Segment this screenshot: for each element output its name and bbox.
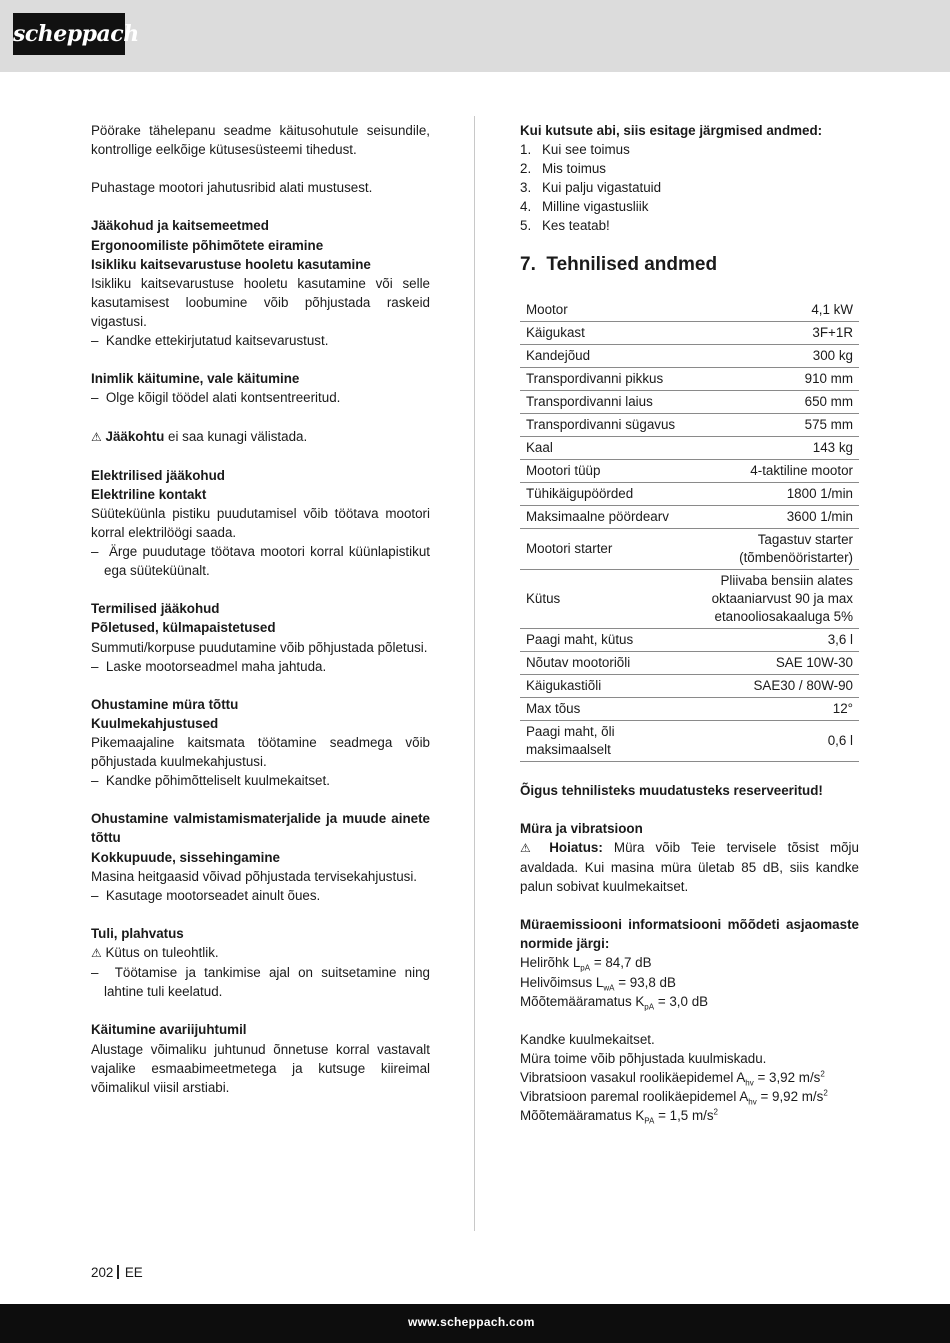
spec-value: SAE30 / 80W-90 [682,674,859,697]
sub-heading: Ergonoomiliste põhimõtete eiramine [91,237,324,253]
spec-value: 4-taktiline mootor [682,459,859,482]
paragraph: Pöörake tähelepanu seadme käitusohutule seisundile, kontrollige eelkõige kütusesüsteemi tihedust. [91,123,430,158]
language-code: EE [124,1265,143,1280]
warning-icon: ⚠ [520,840,539,855]
spec-value: 143 kg [682,436,859,459]
section-heading: Ohustamine valmistamismaterjalide ja muude ainete tõttu [91,811,430,846]
bullet-item: – Ärge puudutage töötava mootori korral küünlapistikut ega süüteküünalt. [91,544,430,579]
spec-row [520,628,859,651]
spec-value: 4,1 kW [682,299,859,322]
spec-label: Maksimaalne pöördearv [520,505,682,528]
spec-value: 650 mm [682,390,859,413]
paragraph: Müra toime võib põhjustada kuulmiskadu. [520,1050,767,1066]
spec-row [520,413,859,436]
page-number: 202 EE [91,1265,143,1280]
spec-table [520,299,859,762]
spec-label: Mootor [520,299,682,322]
section-heading: Müra ja vibratsioon [520,820,643,836]
spec-value: 0,6 l [682,720,859,761]
spec-value: 300 kg [682,344,859,367]
spec-label: Paagi maht, õli maksimaalselt [520,720,682,761]
sub-heading: Elektriline kontakt [91,486,207,502]
bullet-item: – Kasutage mootorseadet ainult õues. [91,887,321,903]
spec-row [520,569,859,628]
sound-power: Helivõimsus $L_{wA} = 93,8$ dB [520,974,676,993]
spec-value: 3F+1R [682,321,859,344]
section-heading: Termilised jääkohud [91,601,220,617]
spec-label: Max tõus [520,697,682,720]
spec-label: Transpordivanni sügavus [520,413,682,436]
spec-label: Transpordivanni laius [520,390,682,413]
page-footer [0,1304,950,1343]
section-heading: Käitumine avariijuhtumil [91,1022,247,1038]
call-list-item: 4. Milline vigastusliik [520,199,649,215]
spec-row [520,344,859,367]
section-heading: Tuli, plahvatus [91,925,184,941]
bullet-item: – Töötamise ja tankimise ajal on suitsetamine ning lahtine tuli keelatud. [91,965,430,1000]
spec-row [520,674,859,697]
spec-value: 910 mm [682,367,859,390]
bullet-item: – Kandke ettekirjutatud kaitsevarustust. [91,333,329,349]
paragraph: Süüteküünla pistiku puudutamisel võib töötava mootori korral elektrilöögi saada. [91,505,430,540]
paragraph: Summuti/korpuse puudutamine võib põhjustada põletusi. [91,639,428,655]
paragraph: Alustage võimaliku juhtunud õnnetuse korral vastavalt vajalike esmaabimeetmetega ja kutsuge kiireimal võimalikul viisil arstiabi. [91,1041,430,1095]
bullet-item: – Olge kõigil töödel alati kontsentreeritud. [91,390,341,406]
warning-icon: ⚠ [91,429,102,444]
spec-label: Mootori starter [520,528,682,569]
paragraph: Masina heitgaasid võivad põhjustada tervisekahjustusi. [91,868,418,884]
spec-label: Käigukast [520,321,682,344]
sub-heading: Kuulmekahjustused [91,715,219,731]
spec-label: Kaal [520,436,682,459]
section-heading: Jääkohud ja kaitsemeetmed [91,218,269,234]
measurement-uncertainty: Mõõtemääramatus $K_{pA} = 3,0$ dB [520,993,709,1012]
spec-row [520,459,859,482]
section-heading: Inimlik käitumine, vale käitumine [91,371,300,387]
section-heading: Elektrilised jääkohud [91,467,225,483]
paragraph: Isikliku kaitsevarustuse hooletu kasutamine või selle kasutamisest loobumine võib põhjustada raskeid vigastusi. [91,275,430,329]
sub-heading: Isikliku kaitsevarustuse hooletu kasutamine [91,256,371,272]
vibration-right: Vibratsioon paremal roolikäepidemel $A_{hv} = 9,92$ $m/s^2$ [520,1088,828,1107]
footer-url[interactable]: www.scheppach.com [408,1315,535,1329]
call-list-item: 2. Mis toimus [520,161,606,177]
section-title: 7. Tehnilised andmed [520,253,718,275]
reservation-note: Õigus tehnilisteks muudatusteks reserveeritud! [520,782,823,798]
spec-value: SAE 10W-30 [682,651,859,674]
bullet-item: – Laske mootorseadmel maha jahtuda. [91,658,327,674]
spec-row [520,651,859,674]
spec-row [520,436,859,459]
vibration-left: Vibratsioon vasakul roolikäepidemel $A_{hv} = 3,92$ $m/s^2$ [520,1069,825,1088]
spec-label: Nõutav mootoriõli [520,651,682,674]
spec-row [520,505,859,528]
spec-row [520,321,859,344]
spec-label: Tühikäigupöörded [520,482,682,505]
spec-value: Pliivaba bensiin alates oktaaniarvust 90 ja max etanooliosakaaluga 5% [682,569,859,628]
noise-warning: ⚠ Hoiatus: Müra võib Teie tervisele tõsist mõju avaldada. Kui masina müra ületab 85 dB, siis kandke palun sobivat kuulmekaitset. [520,839,859,895]
section-heading: Müraemissiooni informatsiooni mõõdeti asjaomaste normide järgi: [520,917,859,952]
call-list-item: 5. Kes teatab! [520,218,610,234]
spec-label: Kütus [520,569,682,628]
bullet-item: – Kandke põhimõtteliselt kuulmekaitset. [91,773,330,789]
spec-row [520,528,859,569]
spec-row [520,697,859,720]
left-column [91,121,430,1097]
spec-row [520,367,859,390]
paragraph: Pikemaajaline kaitsmata töötamine seadmega võib põhjustada kuulmekahjustusi. [91,735,430,770]
right-column [520,121,859,1125]
spec-value: 3,6 l [682,628,859,651]
sound-pressure: Helirõhk $L_{pA} = 84,7$ dB [520,955,652,974]
page-header [0,0,950,72]
spec-label: Transpordivanni pikkus [520,367,682,390]
spec-row [520,482,859,505]
sub-heading: Põletused, külmapaistetused [91,620,276,636]
fire-warning: ⚠ Kütus on tuleohtlik. [91,945,219,961]
residual-risk-note: ⚠ Jääkohtu ei saa kunagi välistada. [91,428,308,444]
spec-value: 1800 1/min [682,482,859,505]
call-list-item: 3. Kui palju vigastatuid [520,180,662,196]
warning-icon: ⚠ [91,946,102,961]
spec-row [520,299,859,322]
spec-value: Tagastuv starter (tõmbenööristarter) [682,528,859,569]
spec-value: 12° [682,697,859,720]
spec-row [520,720,859,761]
section-heading: Kui kutsute abi, siis esitage järgmised andmed: [520,123,823,138]
call-list-item: 1. Kui see toimus [520,142,630,158]
spec-label: Paagi maht, kütus [520,628,682,651]
spec-label: Kandejõud [520,344,682,367]
paragraph: Puhastage mootori jahutusribid alati mustusest. [91,180,373,196]
section-heading: Ohustamine müra tõttu [91,696,239,712]
vibration-uncertainty: Mõõtemääramatus $K_{PA} = 1,5$ $m/s^2$ [520,1107,718,1126]
spec-label: Mootori tüüp [520,459,682,482]
sub-heading: Kokkupuude, sissehingamine [91,849,280,865]
column-divider [474,116,475,1231]
spec-row [520,390,859,413]
spec-value: 3600 1/min [682,505,859,528]
spec-value: 575 mm [682,413,859,436]
brand-logo: scheppach [13,13,125,55]
emergency-call-list [520,140,859,235]
paragraph: Kandke kuulmekaitset. [520,1031,655,1047]
spec-label: Käigukastiõli [520,674,682,697]
